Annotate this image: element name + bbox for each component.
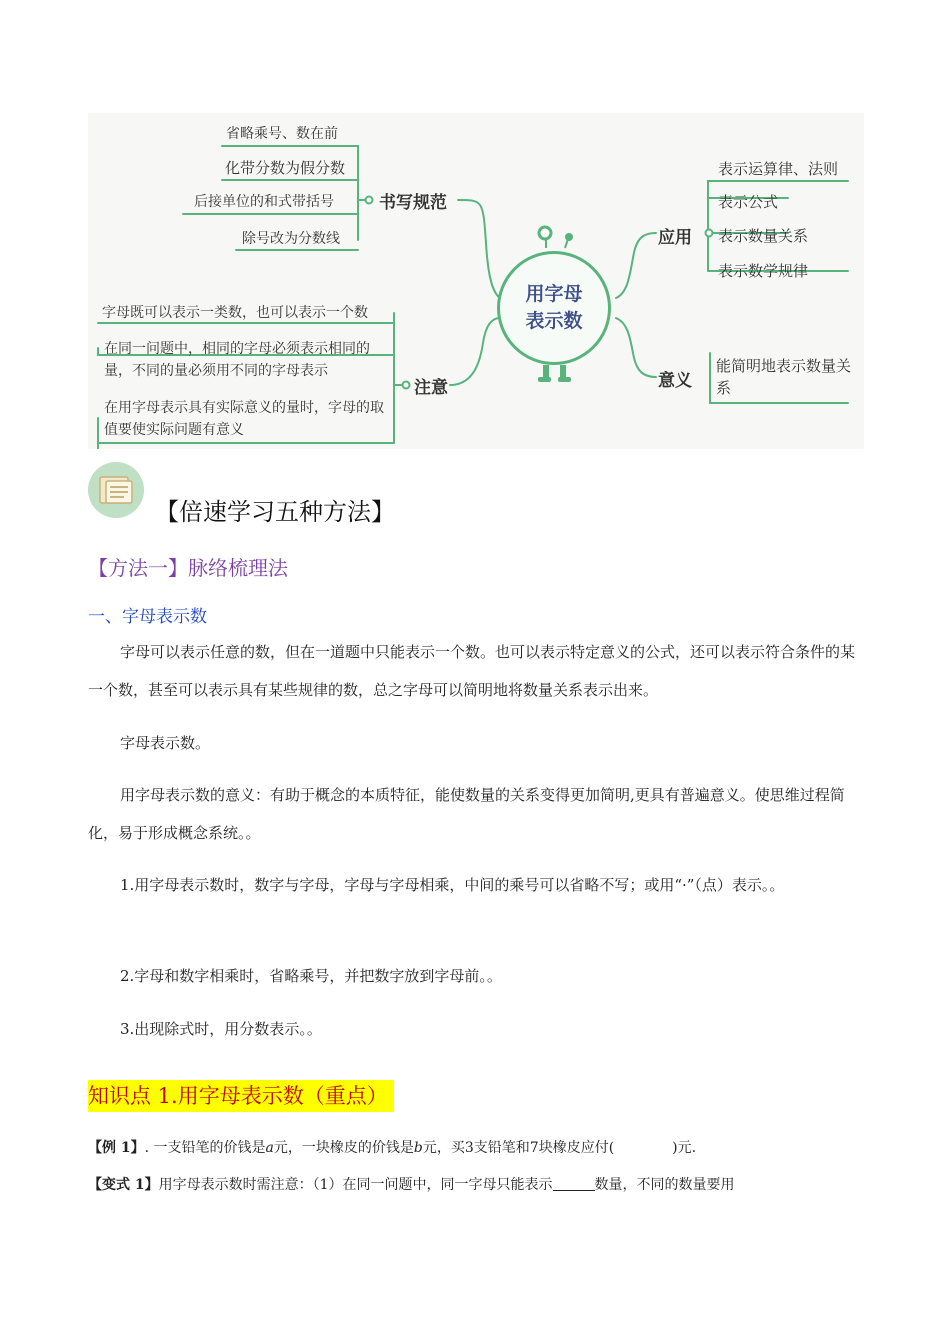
paragraph: 字母可以表示任意的数，但在一道题中只能表示一个数。也可以表示特定意义的公式，还可以表示符合条件的某一个数，甚至可以表示具有某些规律的数，总之字母可以简明地将数量关系表示出来。 xyxy=(88,643,856,699)
knowledge-point-title: 知识点 1.用字母表示数（重点） xyxy=(88,1080,394,1112)
mind-map-leaf: 表示运算律、法则 xyxy=(718,160,839,178)
document-icon xyxy=(88,462,144,518)
mind-map-leaf: 后接单位的和式带括号 xyxy=(194,194,334,210)
mind-map-leaf: 表示数学规律 xyxy=(718,262,809,280)
mind-map-branch-meaning: 意义 xyxy=(658,371,692,391)
section-title: 【倍速学习五种方法】 xyxy=(155,498,395,526)
paragraph: 1.用字母表示数时，数字与字母，字母与字母相乘，中间的乘号可以省略不写；或用“·”（点）表示。。 xyxy=(120,876,785,894)
mind-map-leaf: 化带分数为假分数 xyxy=(225,159,346,177)
mind-map-leaf: 表示公式 xyxy=(718,193,779,211)
mind-map-center xyxy=(497,251,611,365)
example-variant-1: 【变式 1】用字母表示数时需注意：（1）在同一问题中，同一字母只能表示 数量，不同的数量要用 xyxy=(88,1177,735,1193)
mind-map-branch-application: 应用 xyxy=(658,228,692,248)
example-1: 【例 1】. 一支铅笔的价钱是a元，一块橡皮的价钱是b元，买3支铅笔和7块橡皮应付( )元. xyxy=(88,1140,697,1156)
mind-map-leaf: 字母既可以表示一类数，也可以表示一个数 xyxy=(102,305,368,321)
answer-blank[interactable] xyxy=(553,1176,595,1191)
mind-map-leaf: 省略乘号、数在前 xyxy=(226,126,338,142)
paragraph: 3.出现除式时，用分数表示。。 xyxy=(120,1020,322,1038)
mind-map-branch-attention: 注意 xyxy=(414,378,448,398)
mind-map-center-label: 用字母表示数 xyxy=(525,283,583,332)
mind-map xyxy=(88,113,864,449)
mind-map-leaf: 表示数量关系 xyxy=(718,227,809,245)
method-title: 【方法一】脉络梳理法 xyxy=(88,556,288,580)
mind-map-leaf: 除号改为分数线 xyxy=(242,231,340,247)
paragraph: 用字母表示数的意义：有助于概念的本质特征，能使数量的关系变得更加简明,更具有普遍意义。使思维过程简化，易于形成概念系统。。 xyxy=(88,786,845,842)
mind-map-leaf: 在同一问题中，相同的字母必须表示相同的量，不同的量必须用不同的字母表示 xyxy=(104,341,370,379)
sub-title: 一、字母表示数 xyxy=(88,607,207,627)
mind-map-branch-writing: 书写规范 xyxy=(379,193,447,213)
mind-map-leaf: 能简明地表示数量关系 xyxy=(716,357,852,397)
paragraph: 字母表示数。 xyxy=(120,734,211,752)
paragraph: 2.字母和数字相乘时，省略乘号，并把数字放到字母前。。 xyxy=(120,967,502,985)
mind-map-leaf: 在用字母表示具有实际意义的量时，字母的取值要使实际问题有意义 xyxy=(104,400,384,438)
